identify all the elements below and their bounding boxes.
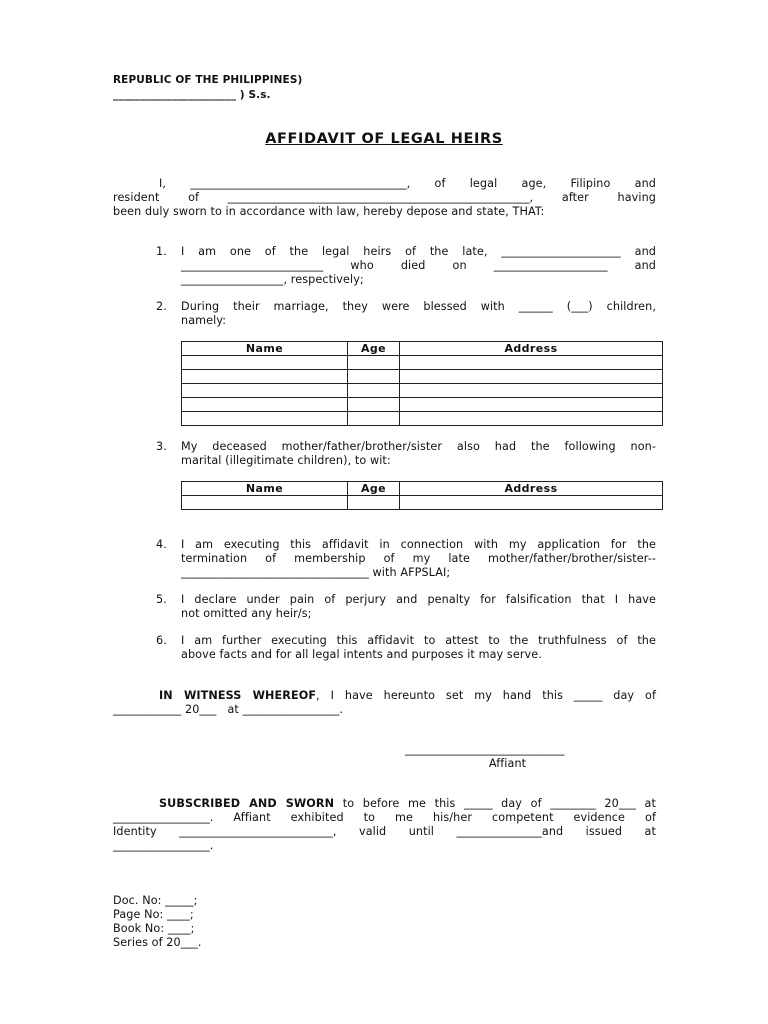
item-6-line-1: I am further executing this affidavit to attest to the truthfulness of the: [181, 634, 656, 647]
table-cell[interactable]: [348, 356, 400, 370]
item-number: 2.: [156, 300, 167, 313]
column-header-name: Name: [182, 342, 348, 356]
item-1-line-1: I am one of the legal heirs of the late, _____________________ and: [181, 245, 656, 258]
table-cell[interactable]: [182, 412, 348, 426]
table-cell[interactable]: [182, 356, 348, 370]
ss-line: _______________________ ) S.s.: [113, 89, 271, 101]
table-header-row: [182, 482, 663, 496]
item-3-line-2: marital (illegitimate children), to wit:: [181, 454, 391, 467]
intro-line-3: been duly sworn to in accordance with law, hereby depose and state, THAT:: [113, 205, 545, 218]
item-1-line-3: __________________, respectively;: [181, 273, 364, 286]
table-cell[interactable]: [182, 398, 348, 412]
table-row: [182, 412, 663, 426]
series: Series of 20___.: [113, 936, 202, 949]
table-cell[interactable]: [400, 496, 663, 510]
page-no: Page No: ____;: [113, 908, 194, 921]
item-4-line-1: I am executing this affidavit in connection with my application for the: [181, 538, 656, 551]
item-1-line-2: _________________________ who died on ____________________ and: [181, 259, 656, 272]
table-cell[interactable]: [400, 398, 663, 412]
table-cell[interactable]: [182, 384, 348, 398]
item-4-line-3: _________________________________ with AFPSLAI;: [181, 566, 451, 579]
column-header-age: Age: [348, 482, 400, 496]
table-cell[interactable]: [348, 412, 400, 426]
item-5-line-1: I declare under pain of perjury and penalty for falsification that I have: [181, 593, 656, 606]
column-header-age: Age: [348, 342, 400, 356]
table-cell[interactable]: [348, 384, 400, 398]
table-cell[interactable]: [348, 398, 400, 412]
item-3-line-1: My deceased mother/father/brother/sister also had the following non-: [181, 440, 656, 453]
item-number: 4.: [156, 538, 167, 551]
children-table: [181, 341, 663, 426]
item-2-line-2: namely:: [181, 314, 227, 327]
table-row: [182, 370, 663, 384]
item-5-line-2: not omitted any heir/s;: [181, 607, 312, 620]
table-cell[interactable]: [348, 370, 400, 384]
item-number: 6.: [156, 634, 167, 647]
book-no: Book No: ____;: [113, 922, 195, 935]
table-row: [182, 398, 663, 412]
jurat-line-2: _________________. Affiant exhibited to me his/her competent evidence of: [113, 811, 656, 824]
page-title: AFFIDAVIT OF LEGAL HEIRS: [265, 131, 503, 147]
item-4-line-2: termination of membership of my late mother/father/brother/sister--: [181, 552, 656, 565]
table-header-row: [182, 342, 663, 356]
table-cell[interactable]: [400, 384, 663, 398]
witness-lead: IN WITNESS WHEREOF: [159, 689, 317, 702]
item-number: 5.: [156, 593, 167, 606]
column-header-address: Address: [400, 342, 663, 356]
intro-line-2: resident of _____________________________________________________, after having: [113, 191, 656, 204]
witness-line-2: ____________ 20___ at _________________.: [113, 703, 344, 716]
affiant-signature-line: ____________________________: [405, 743, 565, 756]
table-cell[interactable]: [400, 370, 663, 384]
witness-rest: , I have hereunto set my hand this _____ day of: [316, 689, 657, 702]
witness-line-1: [113, 689, 656, 703]
jurat-rest: to before me this _____ day of ________ 20___ at: [334, 797, 656, 810]
table-cell[interactable]: [182, 496, 348, 510]
table-cell[interactable]: [348, 496, 400, 510]
jurat-lead: SUBSCRIBED AND SWORN: [159, 797, 335, 810]
item-2-line-1: During their marriage, they were blessed with ______ (___) children,: [181, 300, 656, 313]
table-cell[interactable]: [182, 370, 348, 384]
jurat-line-3: Identity ___________________________, valid until _______________and issued at: [113, 825, 656, 838]
item-6-line-2: above facts and for all legal intents and purposes it may serve.: [181, 648, 542, 661]
item-number: 3.: [156, 440, 167, 453]
doc-no: Doc. No: _____;: [113, 894, 198, 907]
column-header-name: Name: [182, 482, 348, 496]
jurat-line-4: _________________.: [113, 839, 214, 852]
nonmarital-table: [181, 481, 663, 510]
table-row: [182, 496, 663, 510]
table-cell[interactable]: [400, 356, 663, 370]
item-number: 1.: [156, 245, 167, 258]
jurat-line-1: [113, 797, 656, 811]
table-row: [182, 356, 663, 370]
table-cell[interactable]: [400, 412, 663, 426]
affiant-label: Affiant: [488, 757, 527, 770]
column-header-address: Address: [400, 482, 663, 496]
intro-line-1: I, ______________________________________, of legal age, Filipino and: [159, 177, 656, 190]
republic-header: REPUBLIC OF THE PHILIPPINES): [113, 74, 303, 86]
table-row: [182, 384, 663, 398]
